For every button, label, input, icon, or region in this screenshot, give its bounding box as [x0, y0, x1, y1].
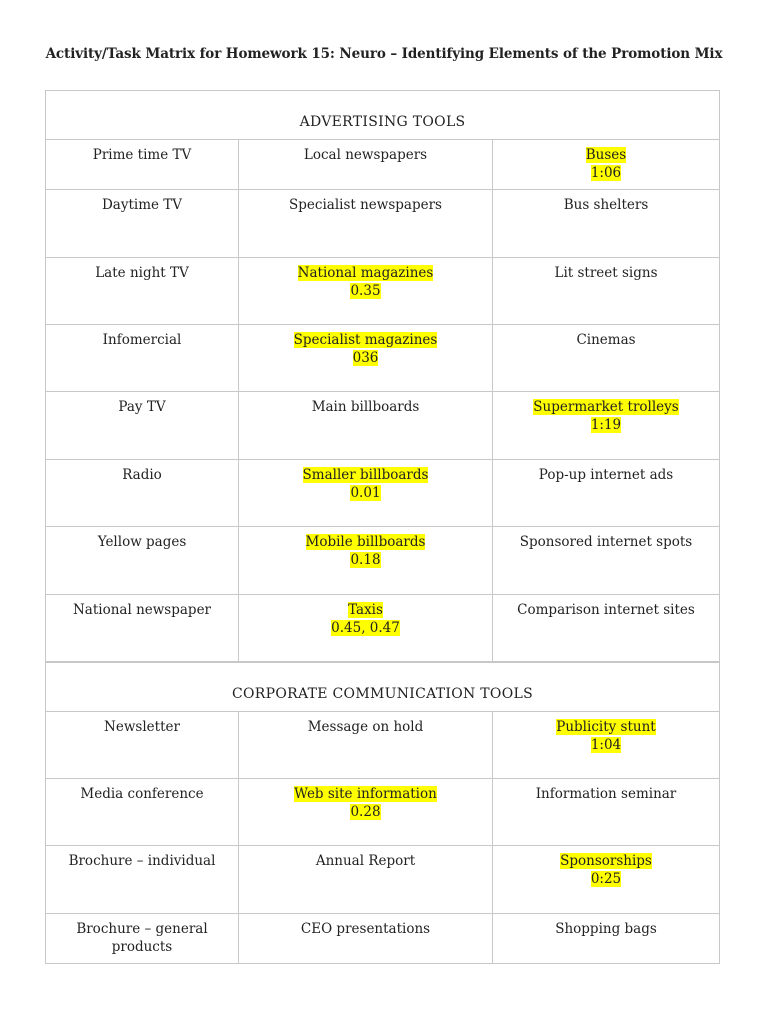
- cell-value: 0.35: [350, 283, 381, 299]
- cell-label: Infomercial: [102, 332, 182, 348]
- table-cell: [46, 712, 239, 779]
- cell-label: Yellow pages: [97, 534, 187, 550]
- cell-value: 1:04: [590, 737, 622, 753]
- cell-line-wrapper: [245, 533, 486, 551]
- cell-line-wrapper: [245, 264, 486, 282]
- cell-label: Information seminar: [535, 786, 677, 802]
- cell-value: 0.18: [350, 552, 381, 568]
- table-row: [46, 846, 720, 914]
- cell-line-wrapper: [499, 264, 713, 282]
- table-row: [46, 595, 720, 662]
- cell-label: National magazines: [297, 265, 434, 281]
- table-row: [46, 914, 720, 964]
- cell-line-wrapper: [52, 196, 232, 214]
- table-cell: [239, 190, 493, 258]
- table-cell: [239, 846, 493, 914]
- highlighted-cell: [493, 140, 720, 190]
- table-row: [46, 140, 720, 190]
- cell-value: 0:25: [590, 871, 622, 887]
- cell-line-wrapper: [52, 146, 232, 164]
- cell-label: National newspaper: [72, 602, 212, 618]
- table-cell: [239, 712, 493, 779]
- cell-label: Cinemas: [576, 332, 636, 348]
- cell-line-wrapper: [499, 785, 713, 803]
- activity-task-matrix: [45, 90, 720, 964]
- cell-line-wrapper: [245, 398, 486, 416]
- cell-label: CEO presentations: [300, 921, 431, 937]
- cell-line-wrapper: [52, 852, 232, 870]
- table-cell: [493, 258, 720, 325]
- cell-line-wrapper: [245, 331, 486, 349]
- cell-line-wrapper: [245, 619, 486, 637]
- cell-line-wrapper: [245, 466, 486, 484]
- table-cell: [46, 190, 239, 258]
- highlighted-cell: [493, 392, 720, 460]
- cell-label: Specialist magazines: [293, 332, 438, 348]
- table-cell: [46, 460, 239, 527]
- cell-line-wrapper: [245, 601, 486, 619]
- cell-line-wrapper: [499, 736, 713, 754]
- highlighted-cell: [239, 460, 493, 527]
- cell-label: Prime time TV: [92, 147, 192, 163]
- table-cell: [46, 595, 239, 662]
- table-row: [46, 527, 720, 595]
- table-cell: [46, 140, 239, 190]
- cell-line-wrapper: [52, 785, 232, 803]
- cell-line-wrapper: [499, 164, 713, 182]
- cell-label: Pop-up internet ads: [538, 467, 674, 483]
- cell-label: Brochure – general: [76, 921, 208, 937]
- table-cell: [493, 779, 720, 846]
- highlighted-cell: [493, 712, 720, 779]
- table-row: [46, 392, 720, 460]
- cell-label: Smaller billboards: [302, 467, 429, 483]
- cell-line-wrapper: [245, 803, 486, 821]
- section-header-row: [46, 662, 720, 712]
- document-title: Activity/Task Matrix for Homework 15: Neuro – Identifying Elements of the Promotion Mix: [45, 46, 723, 62]
- cell-line-wrapper: [52, 533, 232, 551]
- table-cell: [46, 325, 239, 392]
- cell-line-wrapper: [245, 551, 486, 569]
- table-cell: [493, 190, 720, 258]
- table-row: [46, 779, 720, 846]
- cell-label: Local newspapers: [303, 147, 428, 163]
- cell-label: Shopping bags: [555, 921, 657, 937]
- table-cell: [493, 914, 720, 964]
- cell-label: Specialist newspapers: [289, 197, 442, 213]
- cell-line-wrapper: [499, 196, 713, 214]
- table-cell: [46, 779, 239, 846]
- cell-label: Pay TV: [118, 399, 166, 415]
- cell-line-wrapper: [52, 920, 232, 938]
- highlighted-cell: [239, 325, 493, 392]
- table-row: [46, 258, 720, 325]
- table-cell: [46, 392, 239, 460]
- table-cell: [493, 595, 720, 662]
- cell-label: Buses: [585, 147, 627, 163]
- cell-label: Comparison internet sites: [517, 602, 695, 618]
- cell-label: Newsletter: [104, 719, 180, 735]
- cell-line-wrapper: [52, 264, 232, 282]
- table-cell: [493, 460, 720, 527]
- cell-line-wrapper: [499, 870, 713, 888]
- highlighted-cell: [239, 258, 493, 325]
- section-heading: ADVERTISING TOOLS: [46, 91, 720, 140]
- highlighted-cell: [493, 846, 720, 914]
- cell-line-wrapper: [245, 852, 486, 870]
- cell-line-wrapper: [499, 331, 713, 349]
- cell-label: Main billboards: [311, 399, 420, 415]
- table-cell: [493, 527, 720, 595]
- section-header-row: [46, 91, 720, 140]
- cell-line-wrapper: [245, 920, 486, 938]
- cell-label: Mobile billboards: [305, 534, 426, 550]
- highlighted-cell: [239, 779, 493, 846]
- cell-value: 0.45, 0.47: [331, 620, 400, 636]
- cell-line-wrapper: [52, 601, 232, 619]
- cell-label: Radio: [122, 467, 162, 483]
- cell-line-wrapper: [52, 398, 232, 416]
- cell-line-wrapper: [499, 533, 713, 551]
- table-row: [46, 712, 720, 779]
- cell-label: Supermarket trolleys: [533, 399, 679, 415]
- table-row: [46, 190, 720, 258]
- table-cell: [46, 914, 239, 964]
- cell-label: Daytime TV: [101, 197, 183, 213]
- cell-label: Message on hold: [307, 719, 424, 735]
- table-cell: [46, 258, 239, 325]
- table-cell: [46, 846, 239, 914]
- cell-label: Web site information: [294, 786, 437, 802]
- cell-line-wrapper: [499, 920, 713, 938]
- cell-label: Bus shelters: [563, 197, 649, 213]
- cell-label: Late night TV: [95, 265, 189, 281]
- table-row: [46, 325, 720, 392]
- cell-line-wrapper: [499, 852, 713, 870]
- cell-line-wrapper: [499, 398, 713, 416]
- cell-line-wrapper: [52, 331, 232, 349]
- cell-line-wrapper: [499, 146, 713, 164]
- cell-line-wrapper: [52, 938, 232, 956]
- cell-line-wrapper: [245, 718, 486, 736]
- cell-line-wrapper: [499, 466, 713, 484]
- cell-line-wrapper: [245, 484, 486, 502]
- highlighted-cell: [239, 527, 493, 595]
- cell-line-wrapper: [245, 349, 486, 367]
- cell-value: 0.28: [350, 804, 381, 820]
- highlighted-cell: [239, 595, 493, 662]
- cell-value: products: [111, 939, 173, 955]
- table-row: [46, 460, 720, 527]
- cell-value: 1:06: [590, 165, 622, 181]
- cell-line-wrapper: [499, 416, 713, 434]
- cell-line-wrapper: [499, 601, 713, 619]
- table-cell: [239, 140, 493, 190]
- cell-label: Annual Report: [315, 853, 416, 869]
- cell-value: 036: [352, 350, 379, 366]
- cell-line-wrapper: [499, 718, 713, 736]
- cell-value: 1:19: [590, 417, 622, 433]
- cell-label: Publicity stunt: [556, 719, 656, 735]
- cell-label: Sponsorships: [560, 853, 652, 869]
- table-cell: [46, 527, 239, 595]
- cell-line-wrapper: [245, 146, 486, 164]
- cell-line-wrapper: [245, 785, 486, 803]
- cell-line-wrapper: [245, 282, 486, 300]
- cell-label: Media conference: [80, 786, 204, 802]
- cell-label: Sponsored internet spots: [519, 534, 693, 550]
- cell-line-wrapper: [52, 466, 232, 484]
- section-heading: CORPORATE COMMUNICATION TOOLS: [46, 662, 720, 712]
- table-cell: [239, 914, 493, 964]
- cell-value: 0.01: [350, 485, 381, 501]
- table-cell: [493, 325, 720, 392]
- table-cell: [239, 392, 493, 460]
- cell-label: Taxis: [348, 602, 383, 618]
- cell-label: Brochure – individual: [68, 853, 216, 869]
- cell-line-wrapper: [245, 196, 486, 214]
- cell-label: Lit street signs: [554, 265, 658, 281]
- cell-line-wrapper: [52, 718, 232, 736]
